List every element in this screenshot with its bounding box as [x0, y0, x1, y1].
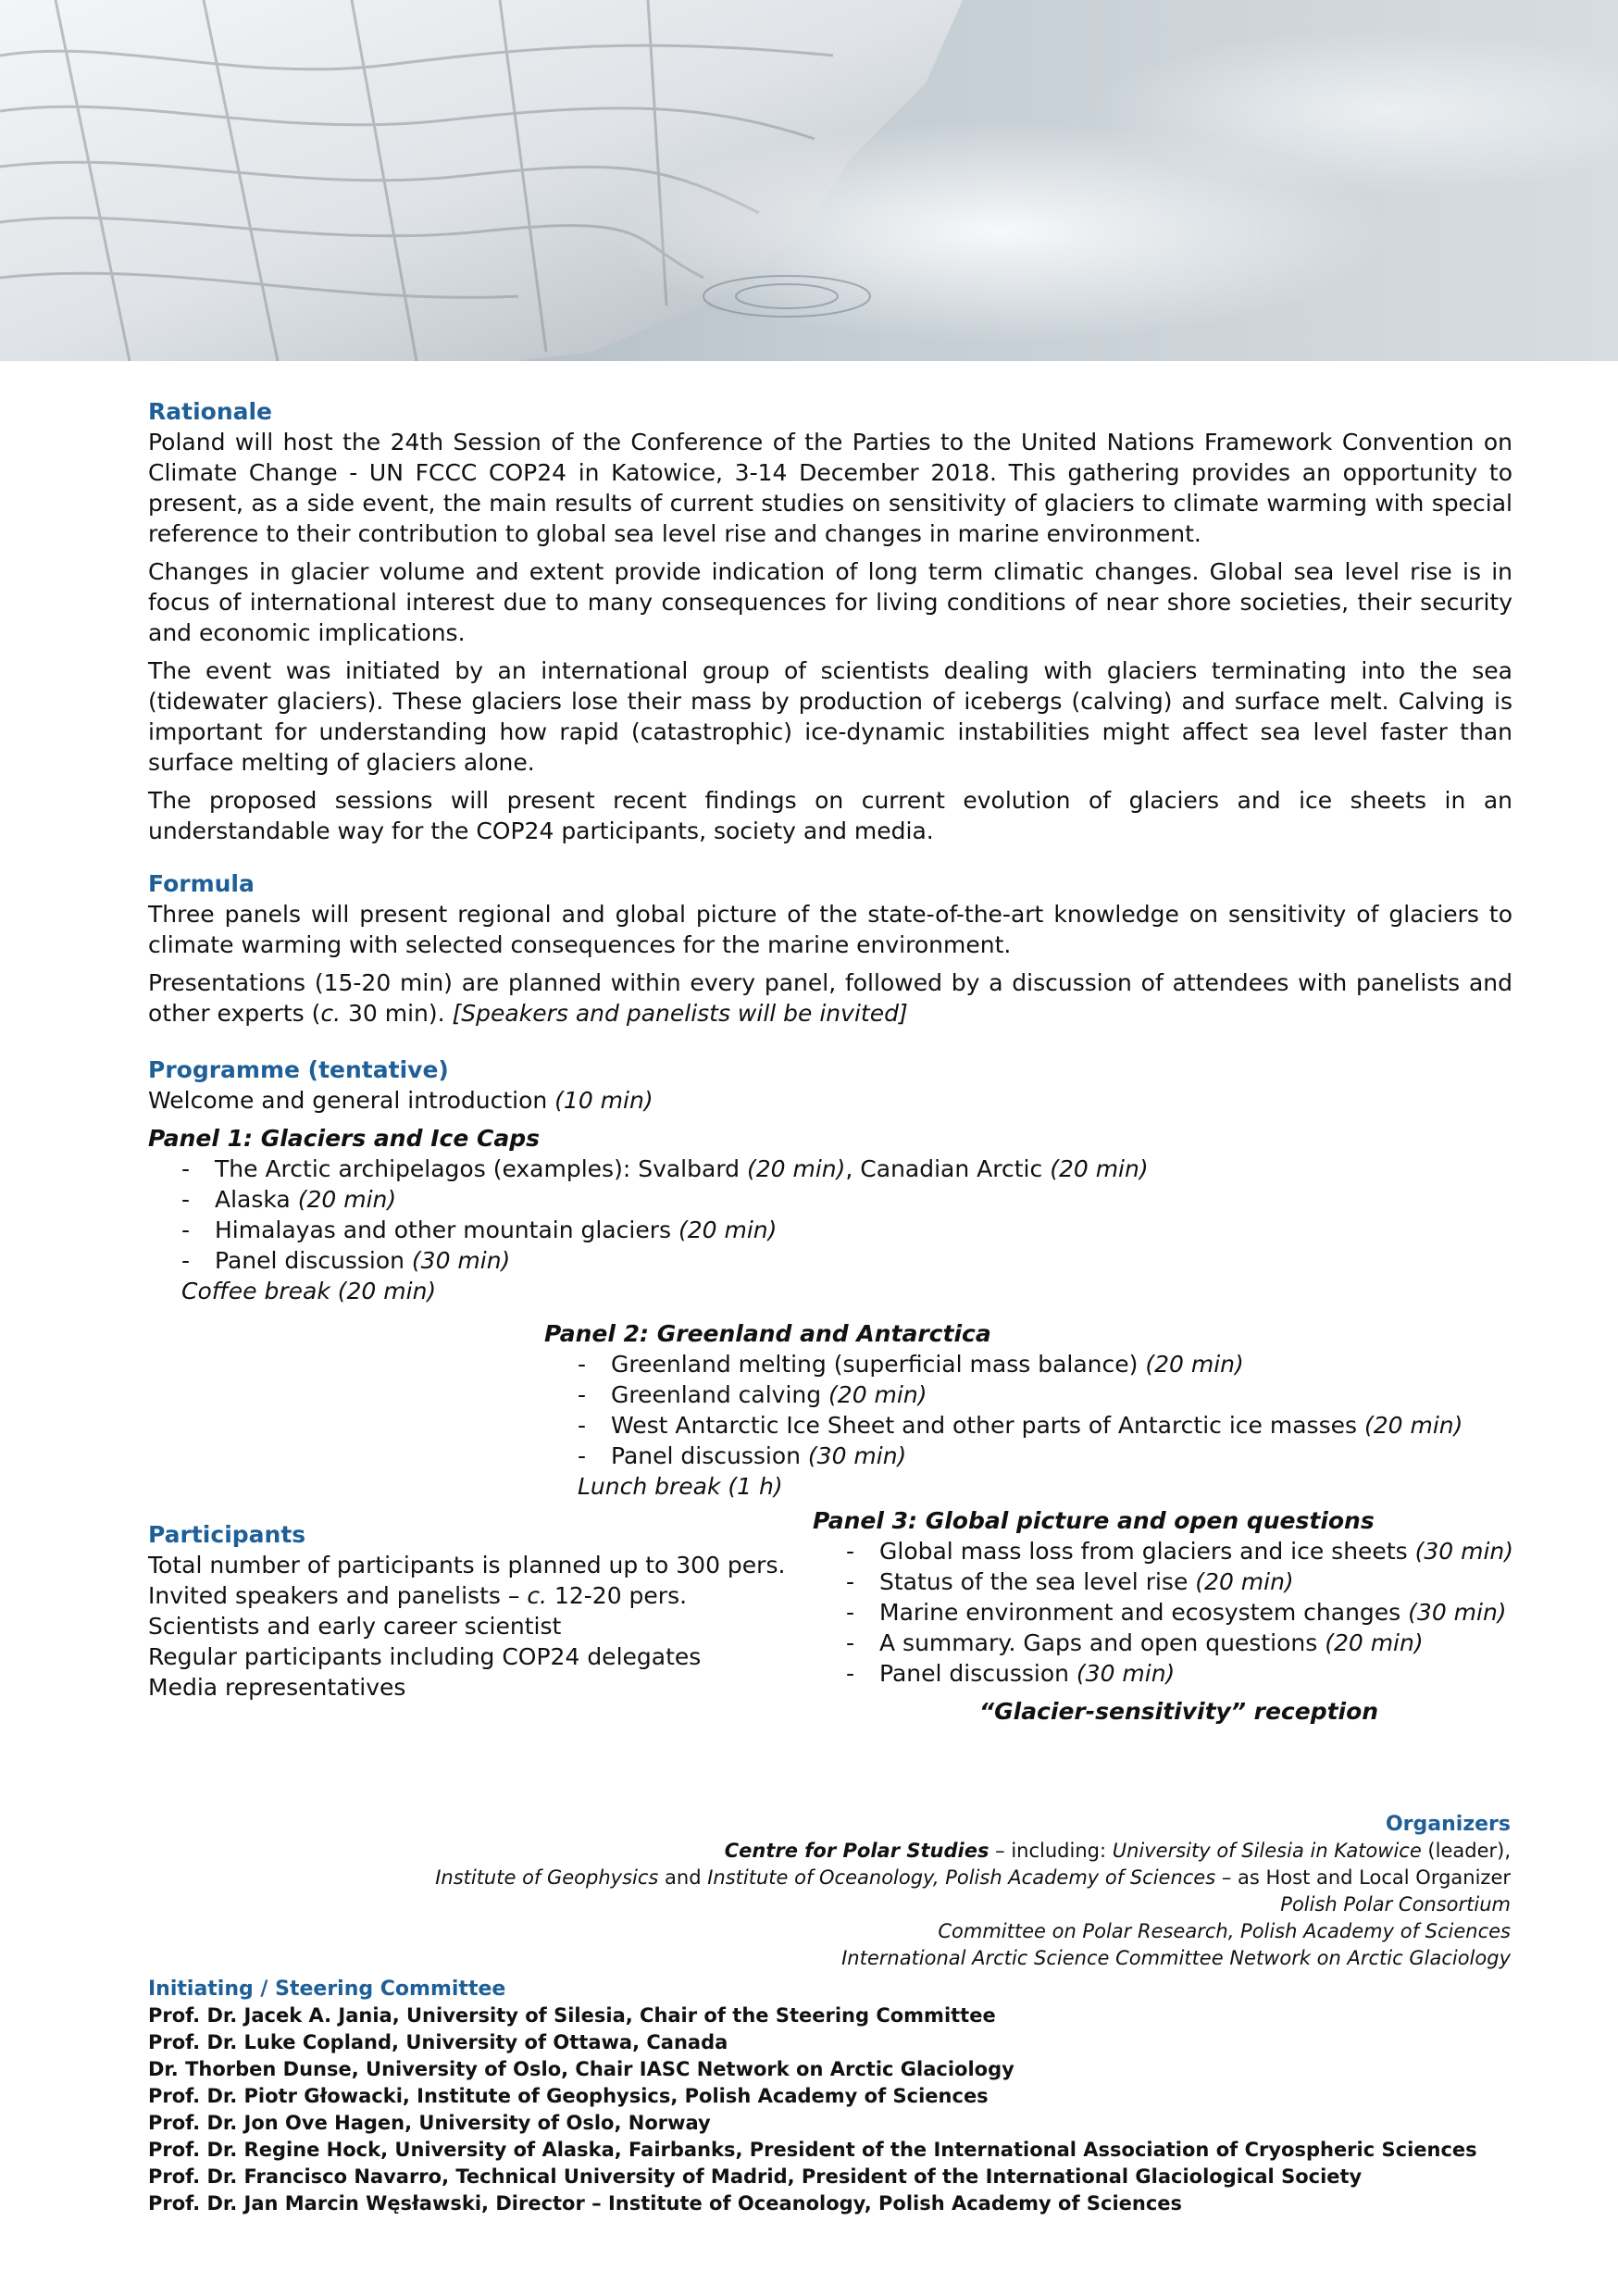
rationale-paragraph-2: Changes in glacier volume and extent provide indication of long term climatic changes. Global sea level rise is in focus of international interest due to many consequences for living conditions of near shore societies, their security and economic implications. — [148, 558, 1512, 646]
hero-glacier-image — [0, 0, 1618, 361]
participants-line: Scientists and early career scientist — [148, 1613, 562, 1640]
panel3-item: - Marine environment and ecosystem changes (30 min) — [846, 1599, 1507, 1626]
participants-section — [148, 1521, 815, 1703]
reception: “Glacier-sensitivity” reception — [979, 1698, 1379, 1725]
panel2-list — [578, 1349, 1562, 1502]
panel3-title: Panel 3: Global picture and open questions — [813, 1507, 1375, 1534]
lunch-break: Lunch break (1 h) — [578, 1473, 783, 1500]
committee-member: Prof. Dr. Francisco Navarro, Technical University of Madrid, President of the International Glaciological Society — [148, 2165, 1363, 2188]
committee-member: Prof. Dr. Piotr Głowacki, Institute of Geophysics, Polish Academy of Sciences — [148, 2085, 989, 2107]
panel3-list — [846, 1536, 1553, 1689]
panel2-item: - Greenland calving (20 min) — [578, 1381, 927, 1408]
programme-welcome — [148, 1085, 1512, 1116]
formula-p2-circa: c. — [320, 1000, 342, 1027]
panel3-item: - Global mass loss from glaciers and ice sheets (30 min) — [846, 1538, 1514, 1565]
panel1-list — [181, 1154, 1512, 1306]
formula-paragraph-2 — [148, 967, 1512, 1029]
organizers-section — [307, 1811, 1511, 1972]
organizers-line: Institute of Geophysics and Institute of Oceanology, Polish Academy of Sciences – as Host and Local Organizer — [435, 1866, 1511, 1889]
formula-p2-invited-note: [Speakers and panelists will be invited] — [452, 1000, 908, 1027]
panel1-item: - Alaska (20 min) — [181, 1186, 397, 1213]
organizers-heading: Organizers — [1385, 1813, 1511, 1836]
rationale-paragraph-4: The proposed sessions will present recent findings on current evolution of glaciers and ice sheets in an understandable way for the COP24 participants, society and media. — [148, 787, 1512, 844]
panel2-item: - West Antarctic Ice Sheet and other parts of Antarctic ice masses (20 min) — [578, 1412, 1463, 1439]
organizers-line: Committee on Polar Research, Polish Academy of Sciences — [938, 1920, 1511, 1942]
committee-member: Prof. Dr. Luke Copland, University of Ottawa, Canada — [148, 2031, 728, 2053]
committee-section — [148, 1978, 1477, 2217]
committee-member: Prof. Dr. Jon Ove Hagen, University of Oslo, Norway — [148, 2112, 711, 2134]
panel3-item: - Status of the sea level rise (20 min) — [846, 1568, 1294, 1595]
panel2-item: - Greenland melting (superficial mass balance) (20 min) — [578, 1351, 1244, 1378]
rationale-heading: Rationale — [148, 398, 273, 425]
participants-line: Invited speakers and panelists – c. 12-20 pers. — [148, 1582, 688, 1609]
participants-line: Total number of participants is planned up to 300 pers. — [148, 1552, 786, 1578]
rationale-paragraph-3: The event was initiated by an international group of scientists dealing with glaciers terminating into the sea (tidewater glaciers). These glaciers lose their mass by production of icebergs (calving) and surface melt. Calving is important for understanding how rapid (catastrophic) ice-dynamic instabilities might affect sea level faster than surface melting of glaciers alone. — [148, 657, 1512, 776]
formula-paragraph-1: Three panels will present regional and global picture of the state-of-the-art knowledge on sensitivity of glaciers to climate warming with selected consequences for the marine environment. — [148, 901, 1512, 958]
panel2-title: Panel 2: Greenland and Antarctica — [544, 1320, 991, 1347]
panel1-item: - Himalayas and other mountain glaciers (20 min) — [181, 1217, 778, 1243]
formula-section — [148, 870, 1512, 1029]
organizers-line: Polish Polar Consortium — [1280, 1893, 1511, 1915]
panel1-item: - Panel discussion (30 min) — [181, 1247, 511, 1274]
formula-p2-text: Presentations (15-20 min) are planned within every panel, followed by a discussion of attendees with panelists and other experts ( — [148, 969, 1512, 1027]
committee-member: Prof. Dr. Jacek A. Jania, University of Silesia, Chair of the Steering Committee — [148, 2004, 996, 2027]
committee-member: Prof. Dr. Regine Hock, University of Alaska, Fairbanks, President of the International Association of Cryospheric Sciences — [148, 2139, 1477, 2161]
organizers-line: International Arctic Science Committee Network on Arctic Glaciology — [841, 1947, 1511, 1969]
panel2-block — [544, 1318, 1562, 1502]
panel3-item: - A summary. Gaps and open questions (20 min) — [846, 1629, 1424, 1656]
rationale-paragraph-1: Poland will host the 24th Session of the Conference of the Parties to the United Nations Framework Convention on Climate Change - UN FCCC COP24 in Katowice, 3-14 December 2018. This gathering provides an opportunity to present, as a side event, the main results of current studies on sensitivity of glaciers to climate warming with special reference to their contribution to global sea level rise and changes in marine environment. — [148, 429, 1512, 547]
panel1-item: - The Arctic archipelagos (examples): Svalbard (20 min), Canadian Arctic (20 min) — [181, 1155, 1149, 1182]
programme-section — [148, 1056, 1512, 1306]
panel3-block — [813, 1505, 1553, 1727]
coffee-break: Coffee break (20 min) — [181, 1278, 437, 1304]
participants-line: Regular participants including COP24 delegates — [148, 1643, 702, 1670]
organizers-line: Centre for Polar Studies – including: University of Silesia in Katowice (leader), — [724, 1840, 1511, 1862]
programme-heading: Programme (tentative) — [148, 1056, 449, 1083]
participants-heading: Participants — [148, 1521, 306, 1548]
committee-heading: Initiating / Steering Committee — [148, 1978, 506, 2001]
welcome-time: (10 min) — [554, 1087, 653, 1114]
panel2-item: - Panel discussion (30 min) — [578, 1442, 907, 1469]
welcome-text: Welcome and general introduction — [148, 1087, 548, 1114]
glacier-illustration — [0, 0, 1618, 361]
committee-member: Prof. Dr. Jan Marcin Węsławski, Director – Institute of Oceanology, Polish Academy of Sciences — [148, 2192, 1183, 2215]
panel1-title: Panel 1: Glaciers and Ice Caps — [148, 1125, 540, 1152]
main-content — [148, 398, 1512, 1306]
formula-p2-duration: 30 min). — [341, 1000, 453, 1027]
participants-line: Media representatives — [148, 1674, 406, 1701]
panel3-item: - Panel discussion (30 min) — [846, 1660, 1176, 1687]
rationale-section — [148, 398, 1512, 846]
formula-heading: Formula — [148, 870, 255, 897]
committee-member: Dr. Thorben Dunse, University of Oslo, Chair IASC Network on Arctic Glaciology — [148, 2058, 1014, 2080]
